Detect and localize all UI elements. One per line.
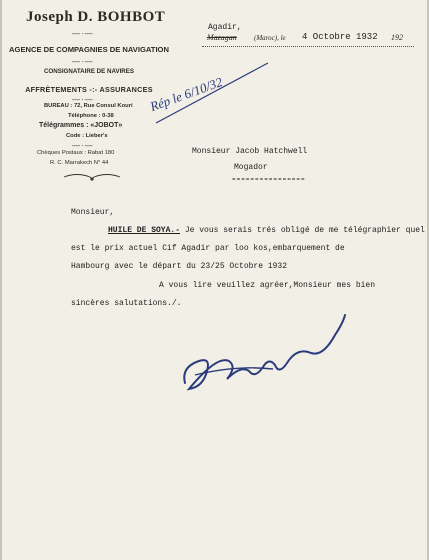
body-line-5: sincères salutations./. <box>71 299 182 308</box>
ornament-flourish <box>62 170 122 184</box>
rc-line: R. C. Marrakech N° 44 <box>50 160 109 166</box>
recipient-name: Monsieur Jacob Hatchwell <box>192 147 308 156</box>
letter-page <box>2 0 427 560</box>
ornament-divider: —·— <box>72 29 94 38</box>
body-line-4: A vous lire veuillez agréer,Monsieur mes bien <box>159 281 376 290</box>
affretements-line: AFFRÈTEMENTS -:- ASSURANCES <box>25 85 153 94</box>
year-suffix: 192 <box>391 33 403 42</box>
date-city: Agadir, <box>208 23 242 32</box>
dateline-rule <box>202 46 414 47</box>
body-line-2: est le prix actuel Cif Agadir par loo kos,embarquement de <box>71 244 345 253</box>
bureau-line: BUREAU : 72, Rue Consul Kouri <box>44 103 133 109</box>
agency-line: AGENCE DE COMPAGNIES DE NAVIGATION <box>9 45 169 54</box>
body-line-1-text: Je vous serais trés obligé de me télégraphier quel <box>180 226 425 235</box>
annotation-stroke <box>152 55 272 130</box>
signature <box>177 305 357 400</box>
telegrammes-line: Télégrammes : «JOBOT» <box>39 122 123 129</box>
cheques-line: Chèques Postaux : Rabat 180 <box>37 150 115 156</box>
crossed-city: Mazagan <box>207 33 237 42</box>
recipient-underline: ================ <box>232 176 306 183</box>
recipient-city: Mogador <box>234 163 268 172</box>
subject: HUILE DE SOYA.- <box>108 226 181 235</box>
body-line-3: Hambourg avec le départ du 23/25 Octobre 1932 <box>71 262 288 271</box>
ornament-divider: —·— <box>72 57 94 66</box>
received-annotation: Rép le 6/10/32 <box>148 74 225 115</box>
date-region: (Maroc), le <box>254 34 286 42</box>
code-line: Code : Lieber's <box>66 133 108 139</box>
company-name: Joseph D. BOHBOT <box>26 9 166 25</box>
telephone-line: Téléphone : 0-38 <box>68 113 114 119</box>
ornament-divider: —·— <box>72 141 94 150</box>
ornament-divider: —·— <box>72 95 94 104</box>
body-line-1 <box>108 226 425 235</box>
consignataire-line: CONSIGNATAIRE DE NAVIRES <box>43 68 135 75</box>
letter-date: 4 Octobre 1932 <box>302 32 378 42</box>
salutation: Monsieur, <box>71 208 115 217</box>
